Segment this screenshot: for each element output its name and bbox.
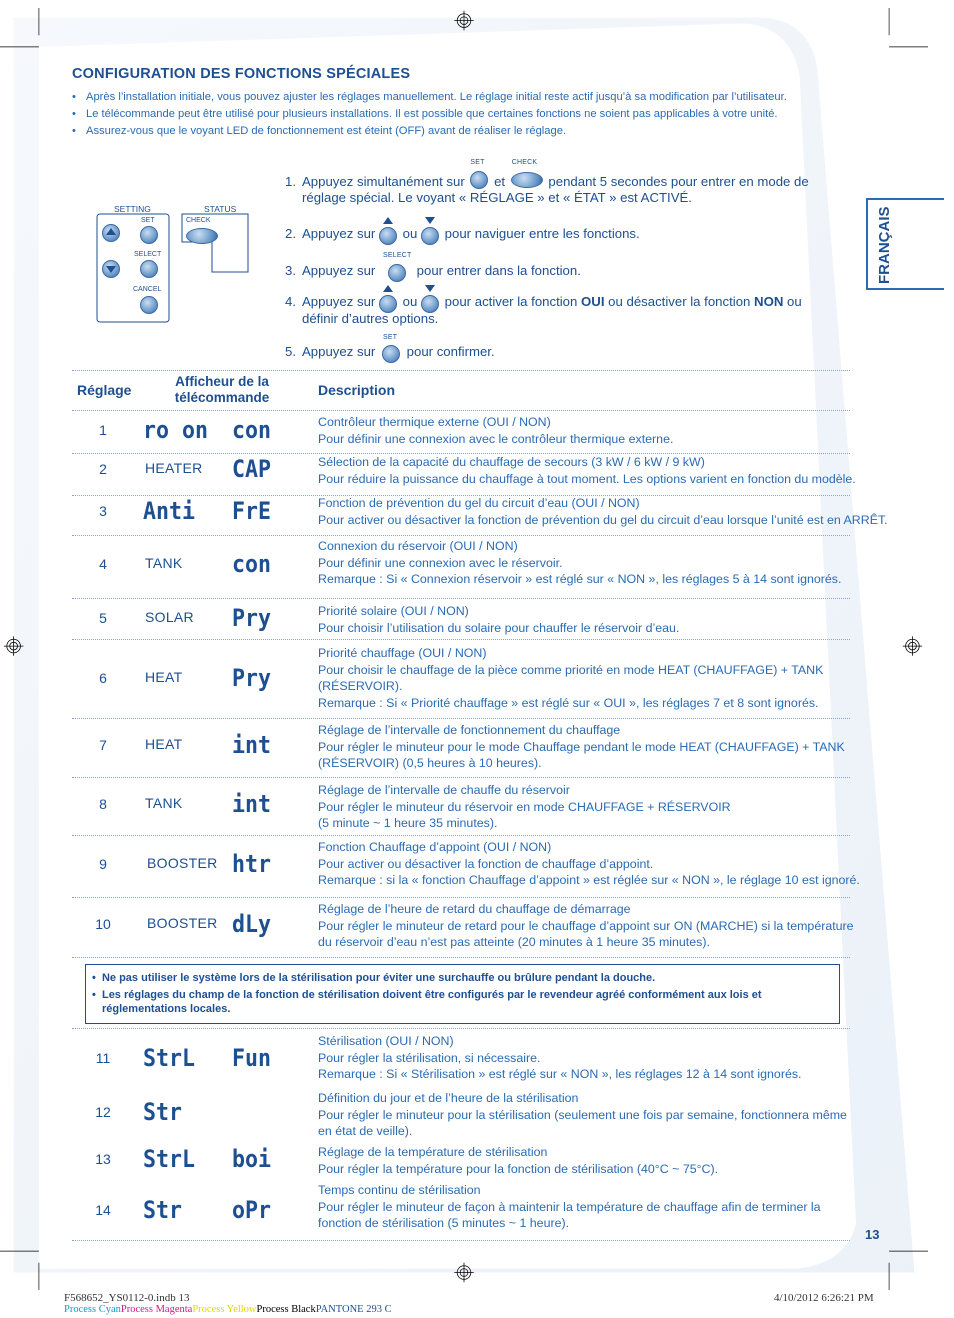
row-description — [318, 645, 853, 711]
step-3 — [285, 251, 581, 280]
down-button-icon — [421, 295, 439, 313]
row-description — [318, 901, 853, 951]
row-divider — [72, 835, 850, 836]
row-description — [318, 722, 853, 772]
step-text: définir d’autres options. — [302, 311, 439, 326]
remote-display — [140, 455, 290, 483]
row-description — [318, 454, 856, 487]
row-number: 2 — [99, 461, 107, 477]
row-label: HEAT — [145, 669, 183, 685]
step-text: ou désactiver la fonction — [608, 294, 751, 309]
description-line: (5 minute ~ 1 heure 35 minutes). — [318, 816, 498, 830]
description-line: Remarque : Si « Connexion réservoir » est réglé sur « NON », les réglages 5 à 14 sont ignorés. — [318, 572, 842, 586]
display-segment-text: StrL — [143, 1145, 195, 1173]
description-line: Pour régler la stérilisation, si nécessaire. — [318, 1050, 541, 1065]
display-segment-text: Fun — [232, 1044, 271, 1072]
row-description — [318, 1090, 853, 1140]
row-divider — [72, 777, 850, 778]
row-number: 5 — [99, 610, 107, 626]
display-segment-text: con — [232, 550, 271, 578]
row-description — [318, 414, 853, 447]
remote-display — [140, 1145, 290, 1173]
footer-file: F568652_YS0112-0.indb 13 — [64, 1292, 190, 1304]
display-segment-text: CAP — [232, 455, 271, 483]
step-text: Appuyez sur — [302, 294, 376, 309]
row-description — [318, 782, 853, 832]
remote-display — [140, 497, 290, 525]
row-divider — [72, 639, 850, 640]
description-line: Pour choisir l’utilisation du solaire pour chauffer le réservoir d’eau. — [318, 620, 680, 635]
step-4 — [285, 294, 802, 311]
row-number: 12 — [95, 1104, 111, 1120]
remote-display — [140, 416, 290, 444]
warning-line: • Ne pas utiliser le système lors de la stérilisation pour éviter une surchauffe ou brûlure pendant la douche. — [92, 972, 656, 984]
remote-display — [140, 731, 290, 759]
remote-display — [140, 1098, 290, 1126]
step-text: pour entrer dans la fonction. — [416, 263, 581, 278]
language-tab-label — [870, 200, 896, 286]
description-line: (RÉSERVOIR). — [318, 679, 403, 693]
step-5 — [285, 333, 495, 361]
row-number: 13 — [95, 1151, 111, 1167]
display-segment-text: htr — [232, 850, 271, 878]
svg-text:FRANÇAIS: FRANÇAIS — [876, 206, 893, 284]
step-text: pour activer la fonction — [444, 294, 578, 309]
intro-bullet-text: Assurez-vous que le voyant LED de fonctionnement est éteint (OFF) avant de réaliser le réglage. — [86, 125, 567, 137]
row-label: BOOSTER — [147, 915, 218, 931]
step-number: 5. — [285, 344, 296, 359]
description-line: Pour régler la température pour la fonction de stérilisation (40°C ~ 75°C). — [318, 1161, 719, 1176]
remote-display — [140, 664, 290, 692]
remote-display — [140, 1044, 290, 1072]
display-segment-text: int — [232, 731, 271, 759]
down-arrow-icon — [425, 217, 435, 224]
step-text: Appuyez sur — [302, 344, 376, 359]
set-button-icon — [470, 171, 488, 189]
select-button[interactable] — [140, 260, 158, 278]
description-line: Priorité solaire (OUI / NON) — [318, 604, 469, 618]
description-line: Réglage de l’heure de retard du chauffage de démarrage — [318, 902, 631, 916]
footer-date: 4/10/2012 6:26:21 PM — [774, 1292, 874, 1304]
up-button-icon — [379, 227, 397, 245]
description-line: Pour choisir le chauffage de la pièce comme priorité en mode HEAT (CHAUFFAGE) + TANK — [318, 662, 824, 677]
description-line: Remarque : Si « Stérilisation » est réglé sur « NON », les réglages 12 à 14 sont ignorés. — [318, 1067, 802, 1081]
description-line: Priorité chauffage (OUI / NON) — [318, 646, 487, 660]
description-line: Remarque : si la « fonction Chauffage d’appoint » est réglée sur « NON », le réglage 10 est ignoré. — [318, 873, 860, 887]
description-line: en état de veille). — [318, 1124, 413, 1138]
row-divider — [72, 1028, 850, 1029]
row-label: HEATER — [145, 460, 203, 476]
description-line: Réglage de la température de stérilisation — [318, 1145, 548, 1159]
check-button-icon — [511, 172, 543, 188]
row-label: TANK — [145, 555, 183, 571]
row-description — [318, 495, 888, 528]
up-button-icon — [379, 295, 397, 313]
intro-bullet-text: Après l’installation initiale, vous pouvez ajuster les réglages manuellement. Le réglage initial reste actif jusqu’à sa modification par l’utilisateur. — [86, 91, 787, 103]
down-button-icon — [421, 227, 439, 245]
remote-display — [140, 910, 290, 938]
step-1 — [285, 159, 809, 189]
row-label: BOOSTER — [147, 855, 218, 871]
remote-display — [140, 550, 290, 578]
row-label: HEAT — [145, 736, 183, 752]
remote-display — [140, 1196, 290, 1224]
check-label: CHECK — [186, 217, 211, 224]
description-line: Fonction Chauffage d’appoint (OUI / NON) — [318, 840, 552, 854]
footer-pantone: PANTONE 293 C — [315, 1304, 392, 1315]
description-line: Réglage de l’intervalle de chauffe du réservoir — [318, 783, 570, 797]
header-afficheur: Afficheur de la télécommande — [174, 374, 270, 405]
display-segment-text: int — [232, 790, 271, 818]
description-line: Sélection de la capacité du chauffage de secours (3 kW / 6 kW / 9 kW) — [318, 455, 705, 469]
row-number: 8 — [99, 796, 107, 812]
description-line: Pour activer ou désactiver la fonction de prévention du gel du circuit d’eau lorsque l’unité est en ARRÊT. — [318, 512, 888, 527]
down-arrow-icon — [425, 285, 435, 292]
row-description — [318, 839, 860, 889]
step-text: ou — [402, 294, 418, 309]
display-segment-text: Pry — [232, 664, 271, 692]
remote-illustration — [94, 200, 254, 325]
step-text: pendant 5 secondes pour entrer en mode de — [548, 174, 809, 189]
step-number: 2. — [285, 226, 296, 241]
row-divider — [72, 957, 850, 958]
row-divider — [72, 598, 850, 599]
description-line: du réservoir d’eau n’est pas atteinte (20 minutes à 1 heure 35 minutes). — [318, 935, 710, 949]
row-number: 9 — [99, 856, 107, 872]
remote-display — [140, 790, 290, 818]
row-number: 10 — [95, 916, 111, 932]
set-button-icon — [382, 345, 400, 363]
footer-cyan: Process Cyan — [64, 1304, 121, 1315]
row-description — [318, 1033, 853, 1083]
display-segment-text: Anti — [143, 497, 195, 525]
up-arrow-icon — [106, 228, 116, 235]
description-line: Définition du jour et de l’heure de la stérilisation — [318, 1091, 579, 1105]
set-label: SET — [470, 159, 485, 166]
remote-display — [140, 850, 290, 878]
set-label: SET — [382, 333, 398, 341]
row-label: TANK — [145, 795, 183, 811]
description-line: Pour régler le minuteur de façon à maintenir la température de chauffage afin de terminer la — [318, 1199, 821, 1214]
description-line: Pour réduire la puissance du chauffage à tout moment. Les options varient en fonction du modèle. — [318, 471, 856, 486]
description-line: (RÉSERVOIR) (0,5 heures à 10 heures). — [318, 756, 542, 770]
description-line: Temps continu de stérilisation — [318, 1183, 481, 1197]
select-button-icon — [388, 264, 406, 282]
description-line: fonction de stérilisation (5 minutes ~ 1 heure). — [318, 1216, 570, 1230]
row-divider — [72, 718, 850, 719]
display-segment-text: ro on — [143, 416, 208, 444]
display-segment-text: dLy — [232, 910, 271, 938]
row-description — [318, 538, 853, 588]
description-line: Remarque : Si « Priorité chauffage » est réglé sur « OUI », les réglages 7 et 8 sont ignorés. — [318, 695, 819, 710]
description-line: Connexion du réservoir (OUI / NON) — [318, 539, 518, 553]
intro-bullet-text: Le télécommande peut être utilisé pour plusieurs installations. Il est possible que certaines fonctions ne soient pas applicables à votre unité. — [86, 108, 778, 120]
row-divider — [72, 1240, 850, 1241]
step-text: réglage spécial. Le voyant « RÉGLAGE » et « ÉTAT » est ACTIVÉ. — [302, 190, 692, 205]
down-arrow-icon — [106, 266, 116, 273]
step-text: pour confirmer. — [406, 344, 495, 359]
row-number: 6 — [99, 670, 107, 686]
section-title: CONFIGURATION DES FONCTIONS SPÉCIALES — [72, 66, 411, 82]
description-line: Contrôleur thermique externe (OUI / NON) — [318, 415, 551, 429]
description-line: Pour définir une connexion avec le réservoir. — [318, 555, 563, 570]
row-divider — [72, 535, 850, 536]
step-text: Appuyez simultanément sur — [302, 174, 465, 189]
warning-text: réglementations locales. — [102, 1003, 231, 1015]
intro-bullet: • Le télécommande peut être utilisé pour plusieurs installations. Il est possible que certaines fonctions ne soient pas applicables à votre unité. — [72, 108, 778, 120]
header-description: Description — [318, 382, 396, 398]
intro-bullet: • Assurez-vous que le voyant LED de fonctionnement est éteint (OFF) avant de réaliser le réglage. — [72, 125, 567, 137]
row-number: 14 — [95, 1202, 111, 1218]
display-segment-text: StrL — [143, 1044, 195, 1072]
display-segment-text: Str — [143, 1098, 182, 1126]
set-label: SET — [141, 217, 155, 224]
warning-text: Les réglages du champ de la fonction de stérilisation doivent être configurés par le revendeur agréé conformément aux lois et — [101, 989, 762, 1001]
row-number: 7 — [99, 737, 107, 753]
step-text: ou — [787, 294, 802, 309]
warning-line: • Les réglages du champ de la fonction de stérilisation doivent être configurés par le revendeur agréé conformément aux lois et — [92, 989, 762, 1001]
description-line: Pour régler le minuteur de retard pour le chauffage d’appoint sur ON (MARCHE) si la température — [318, 918, 854, 933]
cancel-button[interactable] — [140, 296, 158, 314]
select-label: SELECT — [134, 251, 162, 258]
down-button[interactable] — [102, 260, 120, 278]
footer-yellow: Process Yellow — [192, 1304, 257, 1315]
step-text: Appuyez sur — [302, 263, 376, 278]
warning-text: Ne pas utiliser le système lors de la stérilisation pour éviter une surchauffe ou brûlure pendant la douche. — [101, 972, 656, 984]
description-line: Pour régler le minuteur du réservoir en mode CHAUFFAGE + RÉSERVOIR — [318, 799, 731, 814]
step-2 — [285, 226, 640, 243]
up-arrow-icon — [383, 285, 393, 292]
intro-bullet: • Après l’installation initiale, vous pouvez ajuster les réglages manuellement. Le réglage initial reste actif jusqu’à sa modification par l’utilisateur. — [72, 91, 787, 103]
footer-black: Process Black — [256, 1304, 316, 1315]
status-label: STATUS — [204, 204, 237, 214]
row-description — [318, 1144, 853, 1177]
footer-magenta: Process Magenta — [120, 1304, 193, 1315]
display-segment-text: Pry — [232, 604, 271, 632]
select-label: SELECT — [382, 251, 412, 259]
description-line: Stérilisation (OUI / NON) — [318, 1034, 454, 1048]
display-segment-text: Str — [143, 1196, 182, 1224]
row-number: 4 — [99, 556, 107, 572]
description-line: Fonction de prévention du gel du circuit d’eau (OUI / NON) — [318, 496, 640, 510]
check-label: CHECK — [511, 159, 538, 166]
description-line: Pour régler le minuteur pour le mode Chauffage pendant le mode HEAT (CHAUFFAGE) + TANK — [318, 739, 845, 754]
step-number: 4. — [285, 294, 296, 309]
display-segment-text: con — [232, 416, 271, 444]
step-number: 3. — [285, 263, 296, 278]
step-text: pour naviguer entre les fonctions. — [444, 226, 640, 241]
display-segment-text: FrE — [232, 497, 271, 525]
row-description — [318, 1182, 853, 1232]
display-segment-text: oPr — [232, 1196, 271, 1224]
step-text: et — [494, 174, 506, 189]
row-label: SOLAR — [145, 609, 194, 625]
row-number: 1 — [99, 422, 107, 438]
page-number: 13 — [865, 1227, 880, 1242]
cancel-label: CANCEL — [133, 286, 162, 293]
header-reglage: Réglage — [77, 382, 132, 398]
up-arrow-icon — [383, 217, 393, 224]
row-number: 3 — [99, 503, 107, 519]
row-number: 11 — [95, 1050, 111, 1066]
step-number: 1. — [285, 174, 296, 189]
description-line: Pour définir une connexion avec le contrôleur thermique externe. — [318, 431, 674, 446]
oui-text: OUI — [581, 294, 605, 309]
step-text: Appuyez sur — [302, 226, 376, 241]
display-segment-text: boi — [232, 1145, 271, 1173]
setting-label: SETTING — [114, 204, 151, 214]
set-button[interactable] — [140, 226, 158, 244]
footer-colors — [64, 1304, 392, 1315]
step-text: ou — [402, 226, 418, 241]
row-divider — [72, 897, 850, 898]
check-button[interactable] — [186, 228, 218, 244]
row-description — [318, 603, 853, 636]
remote-display — [140, 604, 290, 632]
description-line: Pour activer ou désactiver la fonction de chauffage d’appoint. — [318, 856, 654, 871]
description-line: Réglage de l’intervalle de fonctionnement du chauffage — [318, 723, 621, 737]
up-button[interactable] — [102, 224, 120, 242]
description-line: Pour régler le minuteur pour la stérilisation (seulement une fois par semaine, fonctionnera même — [318, 1107, 847, 1122]
non-text: NON — [754, 294, 784, 309]
